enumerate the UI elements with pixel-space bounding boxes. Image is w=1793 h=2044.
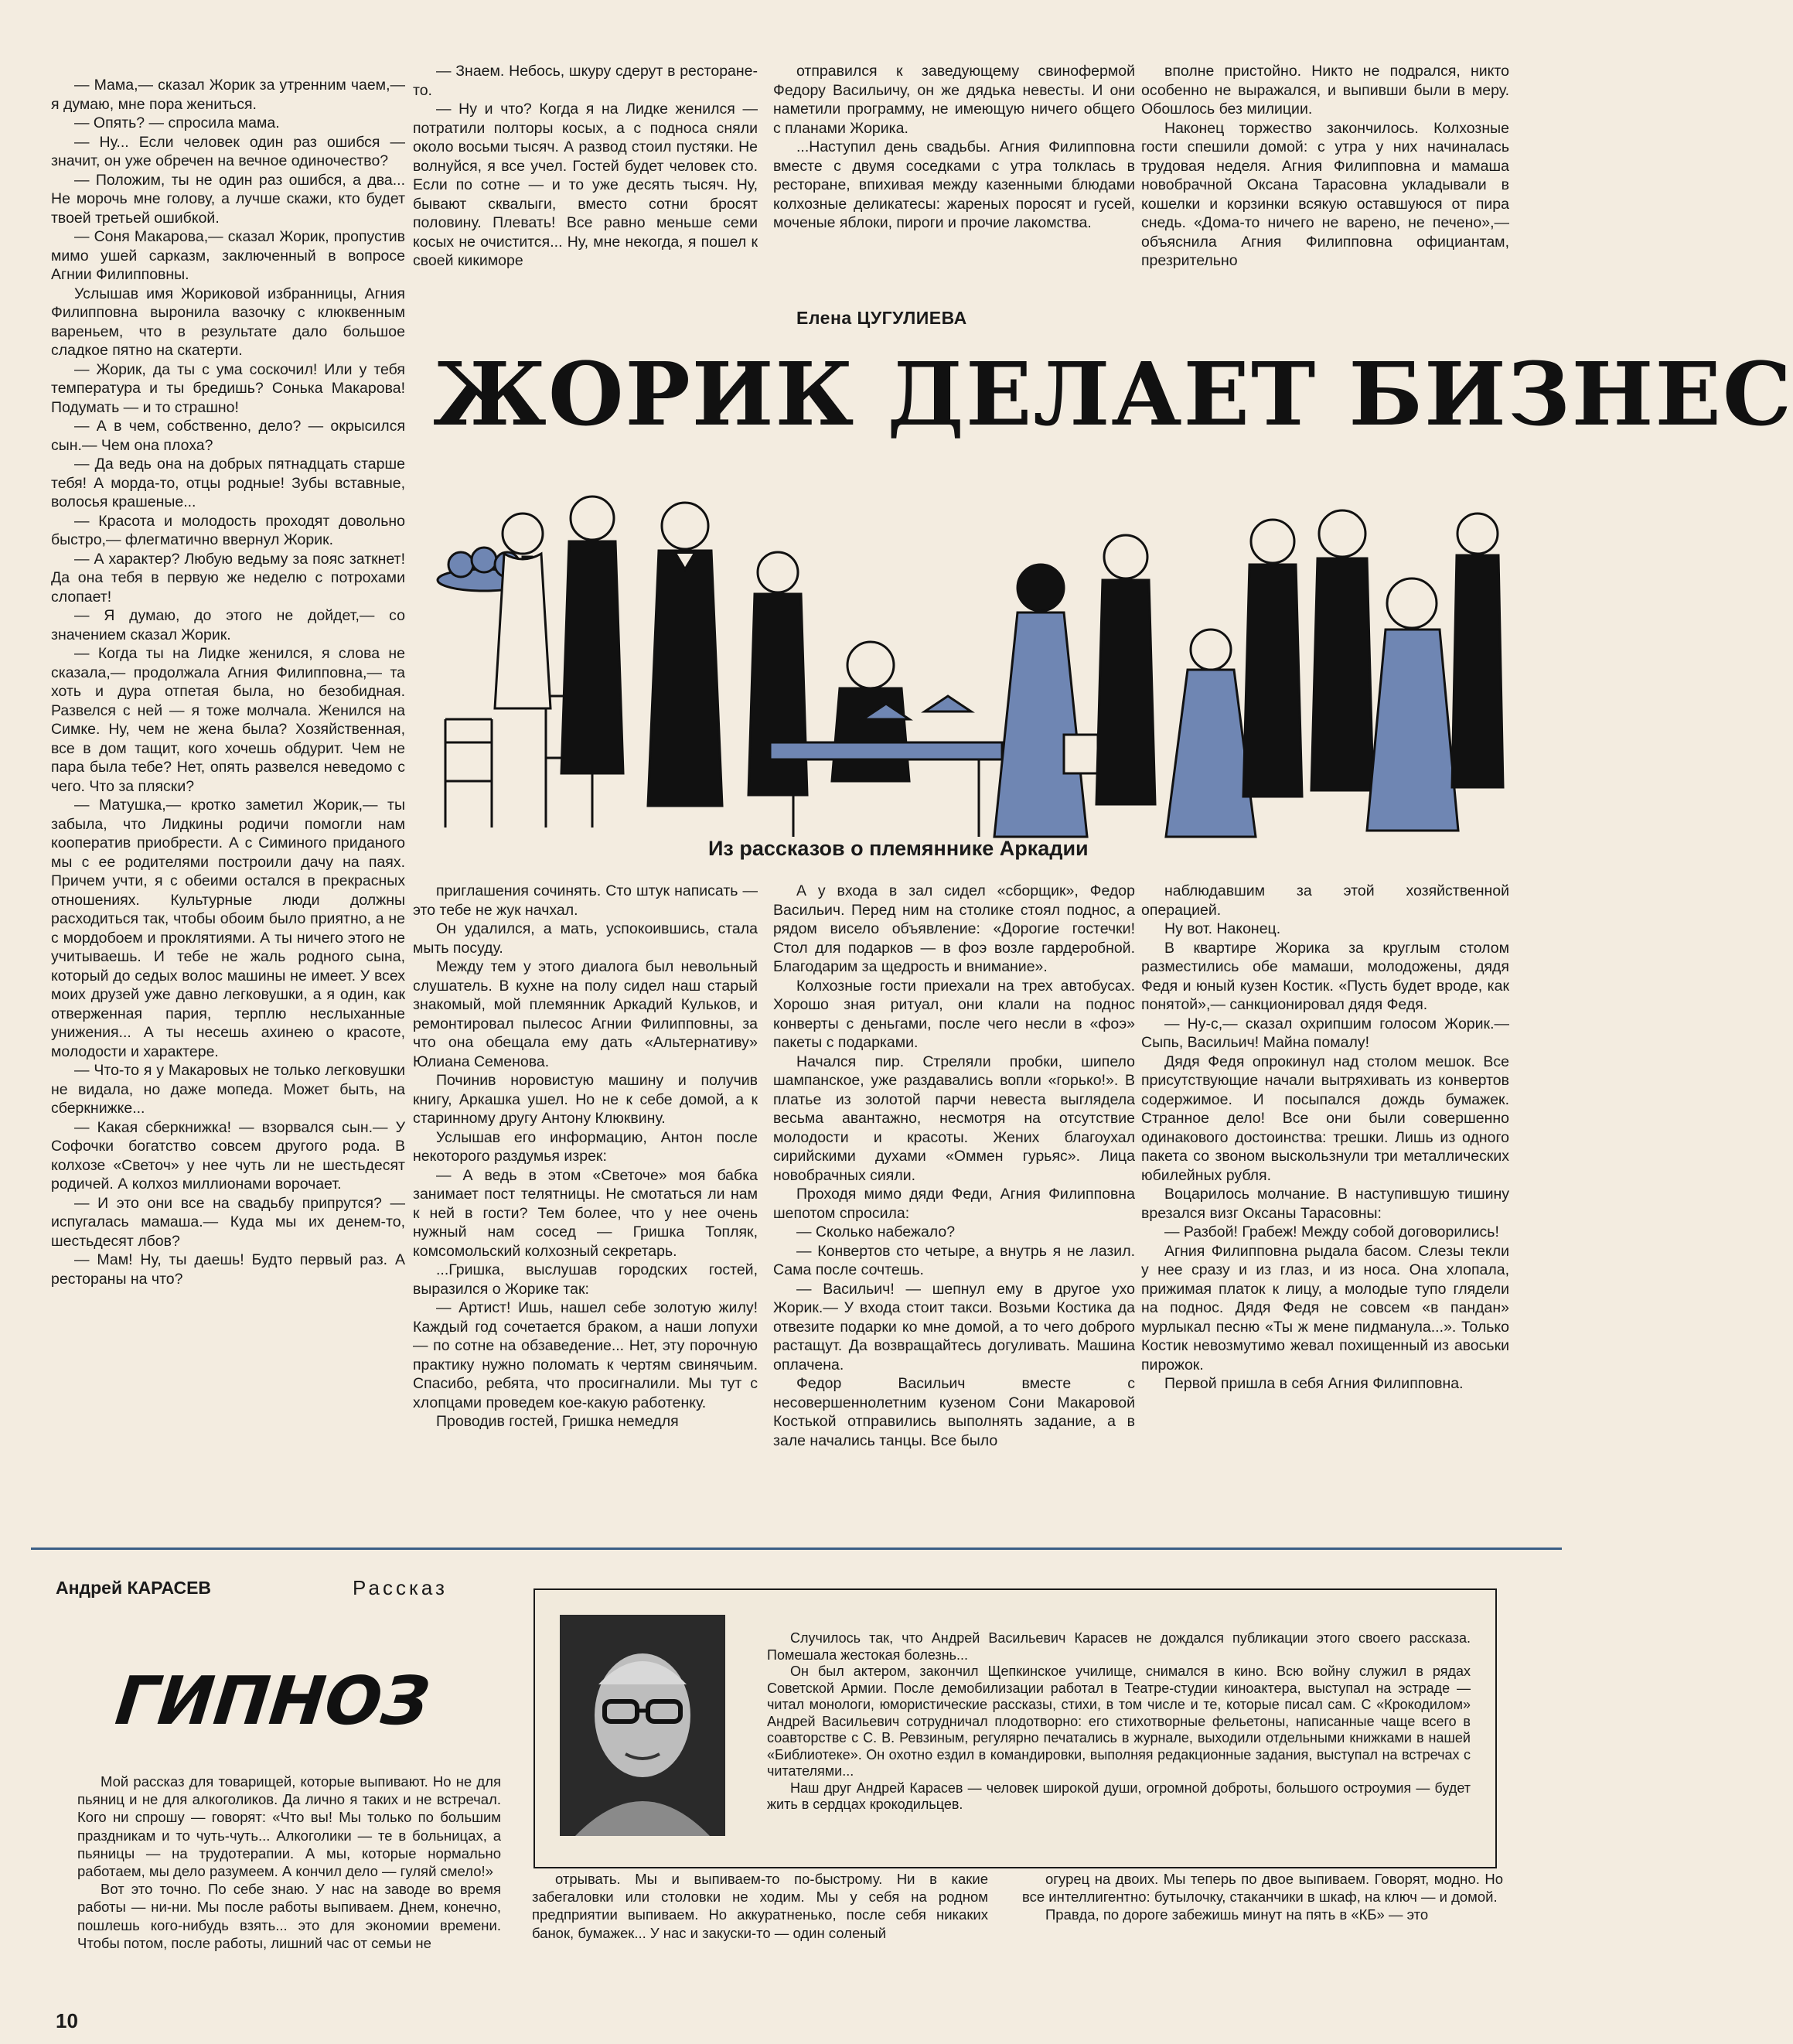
paragraph: Ну вот. Наконец. [1164,920,1281,937]
paragraph: Он был актером, закончил Щепкинское училище, снимался в кино. Всю войну служил в рядах Советской Армии. После демобилизации работал в Театре-студии киноактера, выступал на эстраде — читал монологи, юмористические рассказы, стихи, в том числе и те, которые писал сам. С «Крокодилом» Андрей Васильевич сотрудничал плодотворно: его стихотворные фельетоны, написанные чаще всего в соавторстве с С. В. Ревзиным, регулярно печатались в журнале, выходили отдельными книжками в нашей «Библиотеке». Он охотно ездил в командировки, выполняя редакционные задания, выступал на встречах с читателями... [767,1664,1471,1779]
paragraph: Случилось так, что Андрей Васильевич Карасев не дождался публикации этого своего рассказа. Помешала жестокая болезнь... [767,1630,1471,1663]
paragraph: отправился к заведующему свинофермой Федору Васильичу, он же дядька невесты. И они наметили программу, не имеющую ничего общего с планами Жорика. [773,63,1135,137]
paragraph: — Конвертов сто четыре, а внутрь я не лазил. Сама после сочтешь. [773,1242,1135,1278]
section-divider [31,1548,1562,1550]
paragraph: Проводив гостей, Гришка немедля [436,1413,679,1430]
paragraph: А у входа в зал сидел «сборщик», Федор Васильич. Перед ним на столике стоял поднос, а рядом висело объявление: «Дорогие гостечки! Стол для подарков — в фоэ возле гардеробной. Благодарим за щедрость и внимание». [773,882,1135,975]
paragraph: — Соня Макарова,— сказал Жорик, пропустив мимо ушей сарказм, заключенный в вопросе Агнии Филипповны. [51,228,405,283]
author-portrait [560,1615,725,1836]
paragraph: приглашения сочинять. Сто штук написать — это тебе не жук начхал. [413,882,758,919]
paragraph: — Красота и молодость проходят довольно быстро,— флегматично ввернул Жорик. [51,512,405,548]
paragraph: Услышав имя Жориковой избранницы, Агния Филипповна выронила вазочку с клюквенным вареньем, что в результате дало большое сладкое пятно на скатерти. [51,285,405,359]
story2-column-3 [1022,1870,1503,1955]
paragraph: — Васильич! — шепнул ему в другое ухо Жорик.— У входа стоит такси. Возьми Костика да отвезите подарки ко мне домой, а то чего доброго растащут. Да возвращайтесь догуливать. Машина оплачена. [773,1280,1135,1373]
story2-title: ГИПНОЗ [111,1663,434,1740]
paragraph: Услышав его информацию, Антон после некоторого раздумья изрек: [413,1128,758,1165]
paragraph: — И это они все на свадьбу припрутся? — испугалась мамаша.— Куда мы их денем-то, шестьдесят лбов? [51,1194,405,1250]
story1-column-5 [413,882,758,1527]
paragraph: огурец на двоих. Мы теперь по двое выпиваем. Говорят, модно. Но все интеллигентно: бутылочку, стаканчики в шкаф, на ключ — и домой. [1022,1871,1503,1906]
paragraph: — А ведь в этом «Светоче» моя бабка занимает пост телятницы. Не смотаться ли нам к ней в гости? Тем более, что у нее очень нужный нам сосед — Гришка Топляк, комсомольский колхозный секретарь. [413,1166,758,1260]
story2-column-1 [77,1773,501,2006]
story1-column-2 [413,62,758,294]
story1-column-6 [773,882,1135,1527]
paragraph: — Ну... Если человек один раз ошибся — значит, он уже обречен на вечное одиночество? [51,133,405,169]
paragraph: — Ну и что? Когда я на Лидке женился — потратили полторы косых, а с подноса сняли около восьми тысяч. А развод стоил пустяки. Не волнуйся, я все учел. Гостей будет человек сто. Если по сотне — и то уже десять тысяч. Ну, бывают сквалыги, вместо сотни бросят половину. Плевать! Все равно меньше семи косых не очистится... Ну, мне некогда, я пошел к своей кикиморе [413,101,758,269]
paragraph: Воцарилось молчание. В наступившую тишину врезался визг Оксаны Тарасовны: [1141,1186,1509,1222]
story2-author: Андрей КАРАСЕВ [56,1578,212,1598]
paragraph: Федор Васильич вместе с несовершеннолетним кузеном Сони Макаровой Костькой отправились выполнять задание, а в зале начались танцы. Все было [773,1375,1135,1449]
paragraph: Он удалился, а мать, успокоившись, стала мыть посуду. [413,920,758,957]
paragraph: Наш друг Андрей Карасев — человек широкой души, огромной доброты, большого остроумия — будет жить в сердцах крокодильцев. [767,1780,1471,1812]
paragraph: Наконец торжество закончилось. Колхозные гости спешили домой: с утра у них начиналась трудовая неделя. Агния Филипповна и мамаша новобрачной Оксана Тарасовна укладывали в кошелки и корзинки всякую оставшуюся от пира снедь. «Дома-то ничего не варено, не печено»,— объяснила Агния Филипповна официантам, презрительно [1141,119,1509,269]
paragraph: — Что-то я у Макаровых не только легковушки не видала, но даже мопеда. Может быть, на сберкнижке... [51,1062,405,1117]
paragraph: — Я думаю, до этого не дойдет,— со значением сказал Жорик. [51,607,405,643]
paragraph: отрывать. Мы и выпиваем-то по-быстрому. Ни в какие забегаловки или столовки не ходим. Мы у себя на родном предприятии выпиваем. Но аккуратненько, после себя никаких банок, бумажек... У нас и закуски-то — один соленый [532,1871,988,1941]
paragraph: Проходя мимо дяди Феди, Агния Филипповна шепотом спросила: [773,1186,1135,1222]
paragraph: вполне пристойно. Никто не подрался, никто особенно не выражался, и выпивши были в меру. Обошлось без милиции. [1141,63,1509,118]
story1-title: ЖОРИК ДЕЛАЕТ БИЗНЕС [433,344,1793,445]
paragraph: Первой пришла в себя Агния Филипповна. [1164,1375,1464,1392]
story1-subtitle: Из рассказов о племяннике Аркадии [708,837,1089,860]
paragraph: — Какая сберкнижка! — взорвался сын.— У Софочки богатство совсем другого рода. В колхозе «Светоч» у нее чуть ли не шестьдесят родичей. А колхоз миллионами ворочает. [51,1118,405,1193]
story1-column-4 [1141,62,1509,294]
paragraph: — Разбой! Грабеж! Между собой договорились! [1164,1223,1499,1240]
paragraph: — Жорик, да ты с ума соскочил! Или у тебя температура и ты бредишь? Сонька Макарова! Подумать — и то страшно! [51,360,405,416]
paragraph: — Знаем. Небось, шкуру сдерут в ресторане-то. [413,63,758,99]
paragraph: — Сколько набежало? [796,1223,956,1240]
obituary-box [533,1588,1497,1868]
paragraph: наблюдавшим за этой хозяйственной операцией. [1141,882,1509,919]
paragraph: Агния Филипповна рыдала басом. Слезы текли у нее сразу и из глаз, и из носа. Она хлопала, прижимая платок к лицу, а молодые тупо глядели на поднос. Дядя Федя не совсем «в пандан» мурлыкал песню «Ты ж мене пидманула...». Только Костик невозмутимо жевал похищенный из авоськи пирожок. [1141,1242,1509,1373]
paragraph: Вот это точно. По себе знаю. У нас на заводе во время работы — ни-ни. Мы после работы выпиваем. Днем, конечно, пошлешь кого-нибудь взять... это для экономии времени. Чтобы потом, после работы, лишний час от семьи не [77,1881,501,1951]
paragraph: — Да ведь она на добрых пятнадцать старше тебя! А морда-то, отцы родные! Зубы вставные, волосья крашеные... [51,456,405,510]
story2-column-2 [532,1870,988,1941]
paragraph: Колхозные гости приехали на трех автобусах. Хорошо зная ритуал, они клали на поднос конверты с деньгами, после чего несли в «фоэ» пакеты с подарками. [773,977,1135,1051]
paragraph: Правда, по дороге забежишь минут на пять в «КБ» — это [1045,1906,1429,1923]
paragraph: — Мама,— сказал Жорик за утренним чаем,— я думаю, мне пора жениться. [51,77,405,113]
story1-author: Елена ЦУГУЛИЕВА [796,308,967,328]
paragraph: Мой рассказ для товарищей, которые выпивают. Но не для пьяниц и не для алкоголиков. Да лично я таких и не встречал. Кого ни спрошу — говорят: «Что вы! Мы только по большим праздникам и то чуть-чуть... Алкоголики — те в больницах, а пьяницы — на трудотерапии. А мы, которые нормально работаем, мы дело разумеем. А кончил дело — гуляй смело!» [77,1773,501,1880]
paragraph: — Опять? — спросила мама. [74,114,280,131]
paragraph: — Мам! Ну, ты даешь! Будто первый раз. А рестораны на что? [51,1251,405,1288]
paragraph: В квартире Жорика за круглым столом разместились обе мамаши, молодожены, дядя Федя и юный кузен Костик. «Пусть будет вроде, как понятой»,— санкционировал дядя Федя. [1141,939,1509,1013]
story2-genre-label: Рассказ [353,1576,448,1599]
story1-column-3 [773,62,1135,294]
paragraph: — А в чем, собственно, дело? — окрысился сын.— Чем она плоха? [51,418,405,454]
wedding-illustration [430,464,1512,843]
paragraph: — Матушка,— кротко заметил Жорик,— ты забыла, что Лидкины родичи помогли нам кооператив приобрести. А с Симиного приданого мы с ее родителями построили дачу на паях. Причем учти, я с обеими остался в прекрасных отношениях. Культурные люди должны расходиться так, чтобы обоим было приятно, а не с мордобоем и проклятиями. А ты ничего этого не учитываешь. И тебе не жаль родного сына, который до седых волос машины не имеет. У всех моих друзей уже давно легковушки, а я один, как отверженная пария, терплю неслыханные унижения... А ты несешь ахинею о красоте, молодости и характере. [51,797,405,1060]
paragraph: — Положим, ты не один раз ошибся, а два... Не морочь мне голову, а лучше скажи, кто будет твоей третьей ошибкой. [51,171,405,227]
obituary-text [767,1630,1471,1814]
paragraph: — А характер? Любую ведьму за пояс заткнет! Да она тебя в первую же неделю с потрохами слопает! [51,550,405,606]
paragraph: ...Наступил день свадьбы. Агния Филипповна вместе с двумя соседками с утра толклась в ресторане, впихивая между казенными блюдами колхозные деликатесы: жареных поросят и гусей, моченые яблоки, пироги и прочие лакомства. [773,138,1135,231]
page-number: 10 [56,2009,78,2032]
paragraph: Дядя Федя опрокинул над столом мешок. Все присутствующие начали вытряхивать из конвертов содержимое. И посыпался дождь бумажек. Странное дело! Все они были совершенно одинакового достоинства: трешки. Лишь из одного пакета со звоном выскользнули три металлических юбилейных рубля. [1141,1053,1509,1184]
paragraph: — Когда ты на Лидке женился, я слова не сказала,— продолжала Агния Филипповна,— та хоть и дура отпетая была, но безобидная. Развелся с ней — я тоже молчала. Женился на Симке. Ну, чем не жена была? Хозяйственная, все в дом тащит, кого хочешь обдурит. Чем не пара была тебе? Нет, опять развелся неведомо с чего. Что за пляски? [51,645,405,795]
paragraph: — Ну-с,— сказал охрипшим голосом Жорик.— Сыпь, Васильич! Майна помалу! [1141,1015,1509,1051]
paragraph: Между тем у этого диалога был невольный слушатель. В кухне на полу сидел наш старый знакомый, мой племянник Аркадий Кульков, и ремонтировал пылесос Агнии Филипповны, за что она обещала ему дать «Альтернативу» Юлиана Семенова. [413,958,758,1070]
paragraph: Починив норовистую машину и получив книгу, Аркашка ушел. Но не к себе домой, а к старинному другу Антону Клюквину. [413,1072,758,1127]
story1-column-7 [1141,882,1509,1527]
story1-column-1 [51,76,405,1526]
paragraph: ...Гришка, выслушав городских гостей, выразился о Жорике так: [413,1261,758,1298]
paragraph: — Артист! Ишь, нашел себе золотую жилу! Каждый год сочетается браком, а наши лопухи — по сотне на обзаведение... Нет, эту порочную практику нужно поломать к чертям свинячьим. Спасибо, ребята, что просигналили. Мы тут с хлопцами проведем кое-какую работенку. [413,1299,758,1411]
paragraph: Начался пир. Стреляли пробки, шипело шампанское, уже раздавались вопли «горько!». В платье из золотой парчи невеста выглядела весьма авантажно, несмотря на отсутствие молодости и красоты. Жених благоухал сирийскими духами «Оммен гурьяс». Лица новобрачных сияли. [773,1053,1135,1184]
